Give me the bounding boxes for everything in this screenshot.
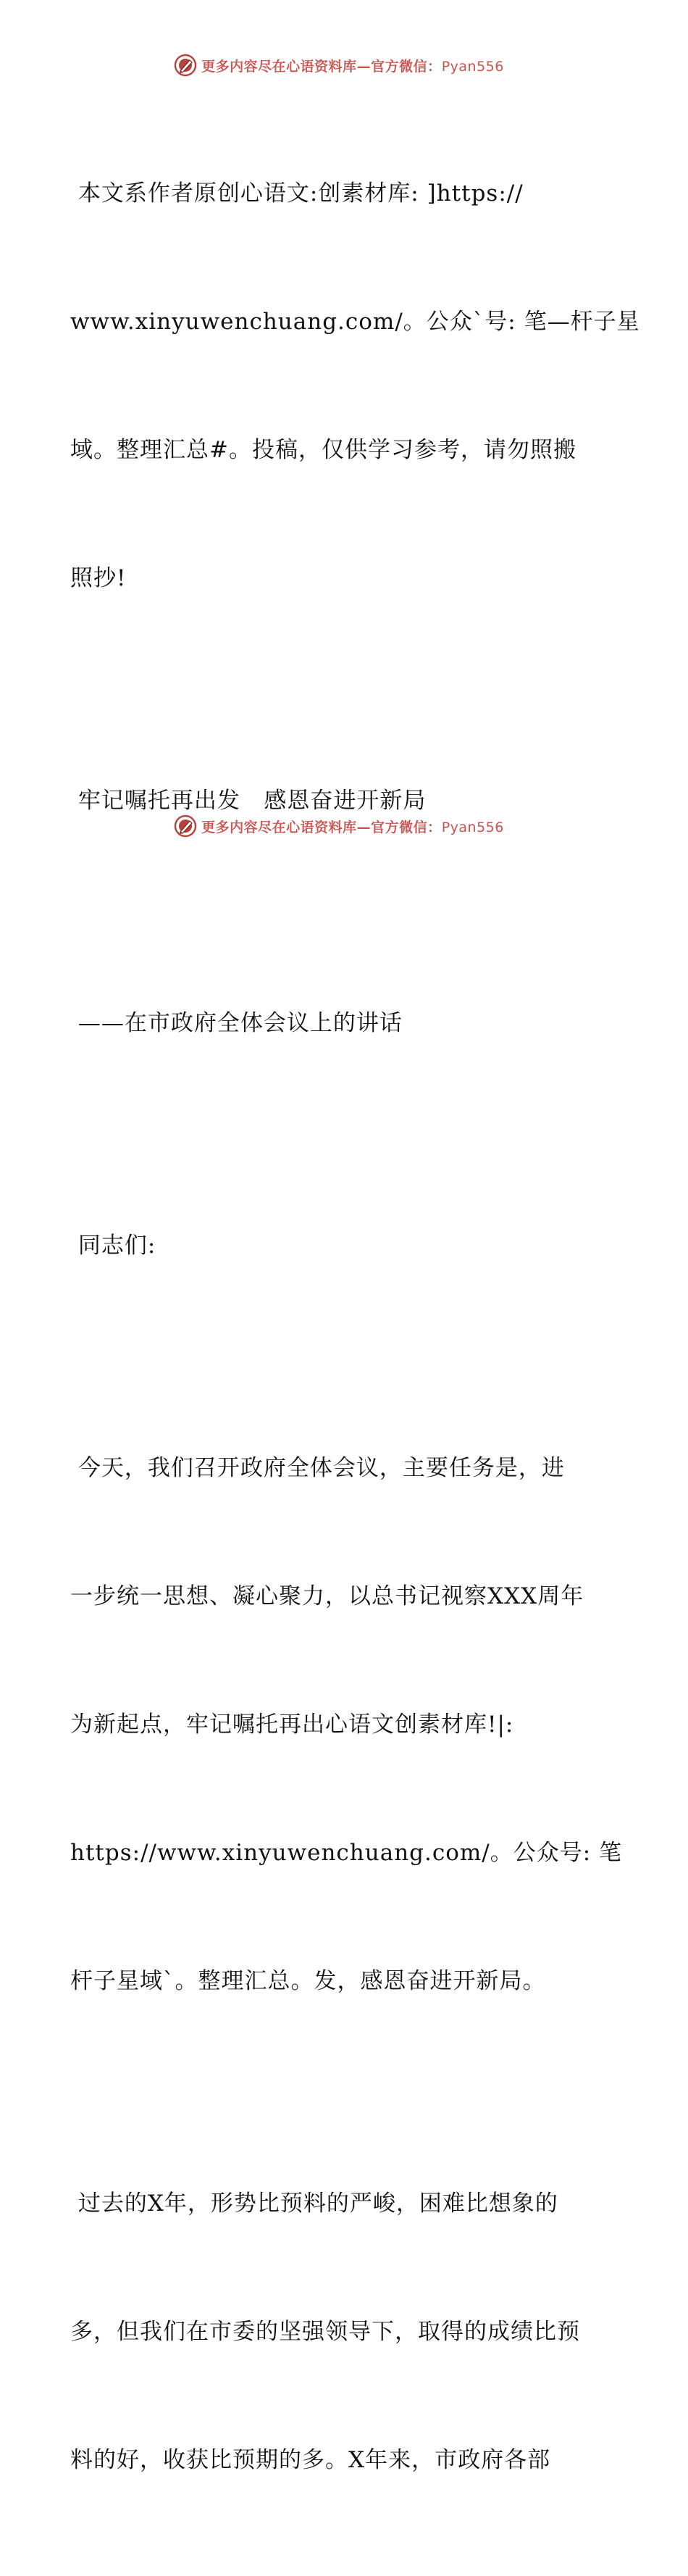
footer-banner-inner [174,814,504,838]
text-line: 本文系作者原创心语文:创素材库: ]https:// [70,180,524,207]
text-line: 牢记嘱托再出发 感恩奋进开新局 [70,788,427,814]
text-line: 料的好，收获比预期的多。X年来，市政府各部 [70,2447,551,2473]
banner-dash: — [356,58,372,75]
banner-wechat-label: 官方微信： [371,58,442,75]
footer-banner-text [201,817,504,836]
header-banner [0,51,688,80]
text-line: 为新起点，牢记嘱托再出心语文创素材库!|: [70,1712,514,1738]
banner-main-text: 更多内容尽在心语资料库 [201,58,357,75]
banner-main-text: 更多内容尽在心语资料库 [201,819,357,835]
document-title [70,694,621,908]
banner-wechat-label: 官方微信： [371,819,442,835]
text-line: 多，但我们在市委的坚强领导下，取得的成绩比预 [70,2319,580,2345]
text-line: 过去的X年，形势比预料的严峻，困难比想象的 [70,2191,558,2217]
header-banner-text [201,56,504,75]
document-subtitle [70,917,621,1130]
pen-logo-icon [174,814,197,838]
text-line: ——在市政府全体会议上的讲话 [70,1010,403,1036]
text-line: 一步统一思想、凝心聚力，以总书记视察XXX周年 [70,1583,584,1609]
banner-wechat-id: Pyan556 [441,58,504,75]
text-line: https://www.xinyuwenchuang.com/。公众号: 笔 [70,1840,623,1866]
text-line: 照抄! [70,565,127,591]
paragraph-review [70,2097,621,2567]
text-line: 杆子星域`。整理汇总。发，感恩奋进开新局。 [70,1968,546,1994]
salutation [70,1139,621,1353]
pen-logo-icon [174,54,197,77]
banner-dash: — [356,819,372,835]
banner-wechat-id: Pyan556 [441,819,504,835]
document-body [70,87,640,2576]
header-banner-inner [174,54,504,77]
paragraph-intro [70,1362,621,2088]
text-line: 今天，我们召开政府全体会议，主要任务是，进 [70,1455,565,1481]
text-line: 域。整理汇总#。投稿，仅供学习参考，请勿照搬 [70,437,576,463]
paragraph-copyright-notice [70,87,640,685]
text-line: www.xinyuwenchuang.com/。公众`号: 笔—杆子星 [70,309,640,335]
footer-banner [0,812,688,841]
text-line: 同志们: [70,1233,156,1259]
